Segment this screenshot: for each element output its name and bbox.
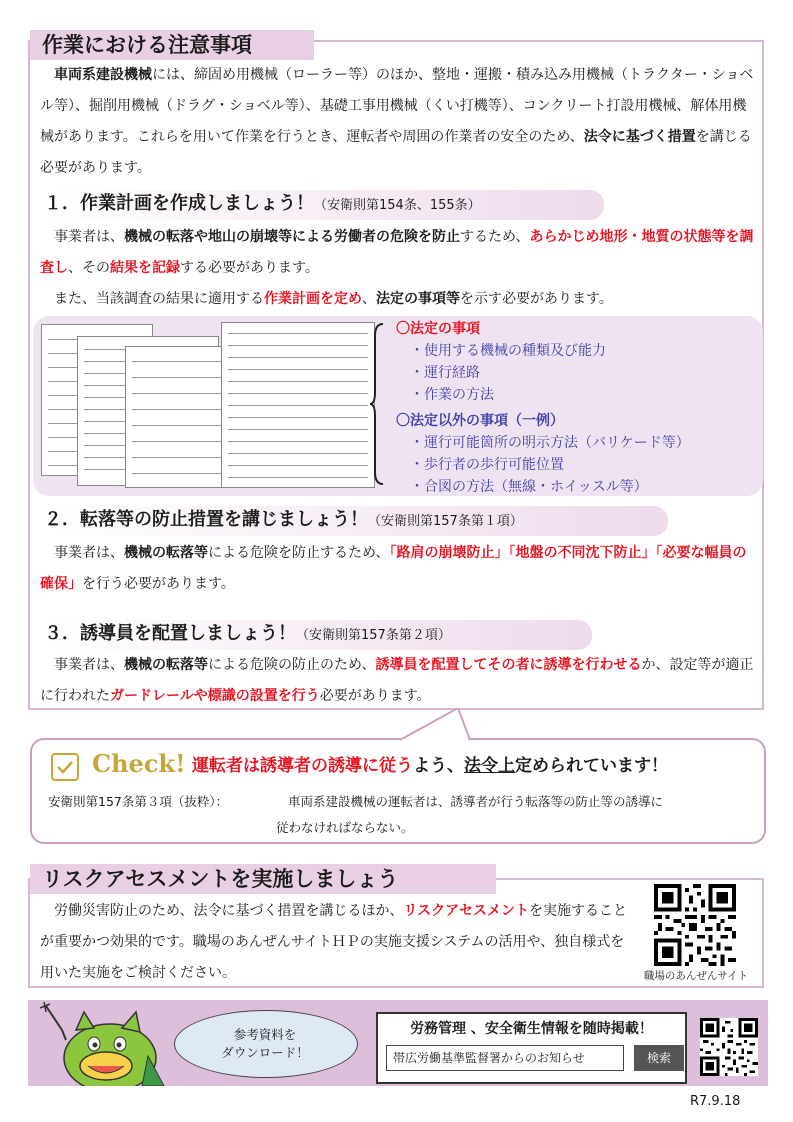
check-quote-line1: 車両系建設機械の運転者は、誘導者が行う転落等の防止等の誘導に — [288, 794, 664, 809]
intro-paragraph — [40, 60, 756, 184]
text-run: あらかじめ地形・地質の状態等を調査し — [40, 229, 754, 276]
text-run: を行う必要があります。 — [82, 576, 235, 592]
search-button[interactable]: 検索 — [634, 1045, 684, 1071]
text-run: か、設定等が適正に行われた — [40, 657, 754, 704]
heading-work-plan-text: １．作業計画を作成しましょう！ — [44, 193, 314, 214]
bubble-text — [174, 1026, 356, 1062]
text-run: を示す必要があります。 — [460, 291, 613, 307]
text-run: 、その — [68, 260, 110, 276]
text-run: 、 — [362, 291, 376, 307]
text-run: 作業計画を定め — [264, 291, 362, 307]
text-run: 法令に基づく措置 — [583, 129, 696, 145]
issue-date: R7.9.18 — [690, 1094, 741, 1109]
text-run: リスクアセスメント — [403, 903, 530, 919]
mascot-character-icon — [36, 1000, 166, 1086]
required-items-heading: 〇法定の事項 — [396, 321, 480, 337]
check-headline — [192, 752, 668, 780]
text-run: 必要があります。 — [319, 688, 431, 704]
text-run: 事業者は、 — [54, 229, 124, 245]
section-title-risk-assessment: リスクアセスメントを実施しましょう — [30, 864, 496, 894]
info-title: 労務管理 、安全衛生情報を随時掲載！ — [410, 1021, 653, 1037]
heading-fall-prevention-text: ２．転落等の防止措置を講じましょう！ — [44, 509, 368, 530]
text-run: ガードレールや標識の設置を行う — [110, 688, 320, 704]
text-run: 機械の転落等 — [124, 545, 208, 561]
optional-item: ・運行可能箇所の明示方法（バリケード等） — [410, 435, 690, 451]
text-run: 機械の転落等 — [124, 657, 208, 673]
search-input[interactable]: 帯広労働基準監督署からのお知らせ — [386, 1045, 624, 1071]
heading-fall-prevention-ref: （安衛則第157条第１項） — [368, 514, 523, 529]
checkmark-icon — [51, 753, 79, 781]
check-headline-mid: よう、 — [413, 756, 464, 776]
form-sheet-4 — [221, 322, 375, 488]
optional-items-heading: 〇法定以外の事項（一例） — [396, 413, 564, 429]
text-run: 車両系建設機械 — [54, 67, 152, 83]
text-run: には、締固め用機械（ローラー等）のほか、整地・運搬・積み込み用機械（トラクター・ショベル等）、掘削用機械（ドラグ・ショベル等）、基礎工事用機械（くい打機等）、コンクリート打設用機械、解体用機械があります。これらを用いて作業を行うとき、運転者や周囲の作業者の安全のため、 — [40, 67, 754, 145]
text-run: による危険の防止のため、 — [208, 657, 376, 673]
callout-pointer — [400, 708, 480, 742]
fall-prevention-paragraph — [40, 538, 756, 600]
guide-staff-paragraph — [40, 650, 756, 712]
heading-fall-prevention — [36, 506, 668, 536]
check-headline-underline: 法令上 — [464, 756, 515, 776]
risk-assessment-paragraph — [40, 896, 628, 989]
text-run: を実施することが重要かつ効果的です。職場のあんぜんサイトＨＰの実施支援システムの活用や、独自様式を用いた実施をご検討ください。 — [40, 903, 628, 981]
text-run: 機械の転落や地山の崩壊等による労働者の危険を防止 — [124, 229, 460, 245]
text-run: 結果を記録 — [110, 260, 180, 276]
check-label: Check! — [92, 749, 186, 778]
work-plan-paragraph-1 — [40, 222, 756, 284]
text-run: 「路肩の崩壊防止」「地盤の不同沈下防止」「必要な幅員の確保」 — [40, 545, 747, 592]
check-quote-line2: 従わなければならない。 — [276, 820, 414, 835]
required-item: ・作業の方法 — [410, 387, 494, 403]
heading-guide-staff — [36, 620, 592, 650]
required-items-list — [396, 318, 756, 498]
text-run: による危険を防止するため、 — [208, 545, 390, 561]
text-run: を講じる必要があります。 — [40, 129, 752, 176]
check-headline-end: 定められています！ — [515, 756, 668, 776]
required-item: ・運行経路 — [410, 365, 480, 381]
optional-item: ・歩行者の歩行可能位置 — [410, 457, 564, 473]
text-run: 労働災害防止のため、法令に基づく措置を講じるほか、 — [54, 903, 404, 919]
bubble-line-1: 参考資料を — [233, 1027, 297, 1042]
heading-work-plan-ref: （安衛則第154条、155条） — [314, 198, 481, 213]
optional-item: ・合図の方法（無線・ホイッスル等） — [410, 479, 648, 495]
qr-code-bureau-notice[interactable] — [700, 1018, 758, 1076]
heading-work-plan — [36, 190, 604, 220]
check-citation: 安衛則第157条第３項（抜粋）： — [48, 794, 229, 809]
text-run: 事業者は、 — [54, 545, 124, 561]
curly-brace-icon — [369, 322, 385, 486]
text-run: する必要があります。 — [180, 260, 319, 276]
text-run: また、当該調査の結果に適用する — [54, 291, 264, 307]
qr-code-anzen-site[interactable] — [654, 884, 736, 966]
text-run: するため、 — [460, 229, 530, 245]
heading-guide-staff-ref: （安衛則第157条第２項） — [296, 628, 451, 643]
work-plan-paragraph-2 — [40, 284, 756, 315]
check-headline-red: 運転者は誘導者の誘導に従う — [192, 756, 413, 776]
text-run: 誘導員を配置してその者に誘導を行わせる — [375, 657, 642, 673]
bubble-line-2: ダウンロード！ — [221, 1045, 309, 1060]
required-item: ・使用する機械の種類及び能力 — [410, 343, 606, 359]
heading-guide-staff-text: ３．誘導員を配置しましょう！ — [44, 623, 296, 644]
text-run: 事業者は、 — [54, 657, 124, 673]
qr-caption: 職場のあんぜんサイト — [643, 970, 749, 982]
section-title-work-precautions: 作業における注意事項 — [30, 30, 314, 60]
text-run: 法定の事項等 — [376, 291, 460, 307]
